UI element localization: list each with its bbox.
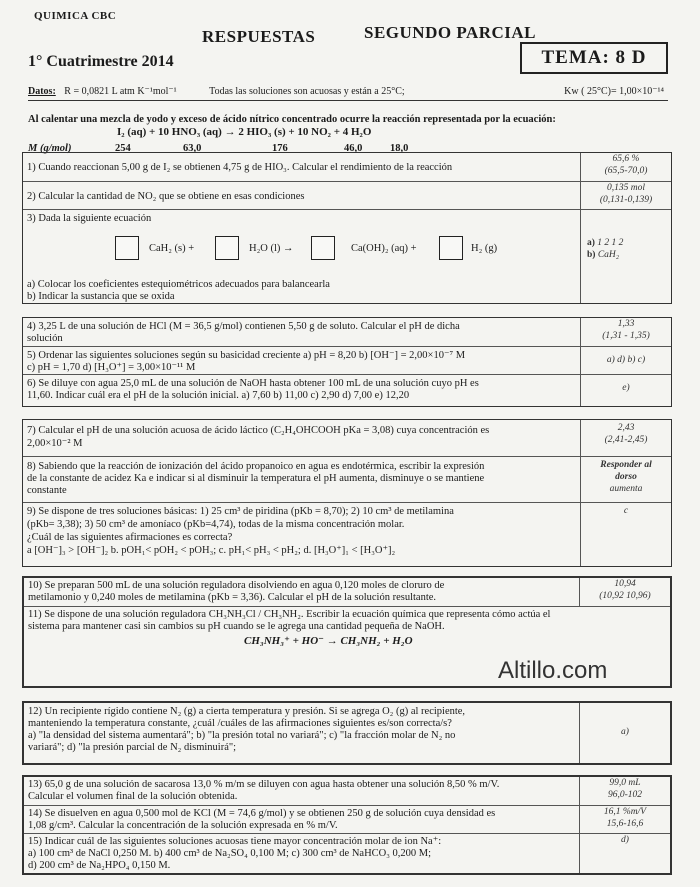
answer-8-note-cont: dorso [615, 471, 637, 482]
answer-1 [581, 154, 671, 178]
question-8-text-cont: de la constante de acidez Ka e indicar si al disminuir la temperatura el pH aumenta, disminuye o se mantiene [27, 473, 485, 484]
question-10-text: 10) Se preparan 500 mL de una solución reguladora disolviendo en agua 0,120 moles de cloruro de [28, 580, 445, 591]
question-8-text-end: constante [27, 485, 67, 496]
question-row-6 [23, 374, 671, 407]
question-3b-text: b) Indicar la sustancia que se oxida [27, 291, 175, 302]
molar-mass-value: 176 [272, 143, 288, 154]
term-label: 1° Cuatrimestre 2014 [28, 53, 174, 70]
answer-3b-value: CaH₂ [597, 249, 620, 260]
question-13-text: 13) 65,0 g de una solución de sacarosa 13,0 % m/m se diluyen con agua hasta obtener una solución 8,50 % m/V. [28, 779, 500, 790]
question-row-5 [23, 346, 671, 375]
answer-4-value: 1,33 [617, 319, 635, 329]
answer-8-value: aumenta [609, 483, 643, 494]
answer-14-range: 15,6-16,6 [606, 818, 644, 829]
question-row-15 [24, 833, 670, 876]
answer-2-value: 0,135 mol [607, 183, 645, 193]
question-12-text-cont: manteniendo la temperatura constante, ¿cuál /cuáles de las afirmaciones siguientes es/son correcta/s? [28, 718, 452, 729]
question-6-text-cont: 11,60. Indicar cuál era el pH de la solución inicial. a) 7,60 b) 11,00 c) 2,90 d) 7,00 e) 12,20 [27, 390, 410, 401]
datos-conditions: Todas las soluciones son acuosas y están a 25°C; [209, 86, 405, 97]
molar-mass-value: 46,0 [344, 143, 363, 154]
question-row-3 [23, 209, 671, 304]
question-8-text: 8) Sabiendo que la reacción de ionización del ácido propanoico en agua es endotérmica, escribir la expresión [27, 461, 485, 472]
question-14-text: 14) Se disuelven en agua 0,500 mol de KCl (M = 74,6 g/mol) y se obtienen 250 g de solución cuya densidad es [28, 808, 496, 819]
question-13-text-cont: Calcular el volumen final de la solución obtenida. [28, 791, 238, 802]
question-2-text: 2) Calcular la cantidad de NO₂ que se obtiene en esas condiciones [27, 191, 305, 202]
question-9-options: a [OH⁻]₃ > [OH⁻]₂ b. pOH₁< pOH₂ < pOH₃; c. pH₁< pH₃ < pH₂; d. [H₃O⁺]₁ < [H₃O⁺]₂ [27, 545, 396, 556]
answer-8-note: Responder al [600, 460, 652, 470]
question-15-text: 15) Indicar cuál de las siguientes soluciones acuosas tiene mayor concentración molar de ion Na⁺: [28, 836, 442, 847]
question-15-options: a) 100 cm³ de NaCl 0,250 M. b) 400 cm³ de Na₂SO₄ 0,100 M; c) 300 cm³ de NaHCO₃ 0,200 M; [28, 848, 432, 859]
answer-12: a) [621, 727, 629, 737]
question-12-options: a) "la densidad del sistema aumentará"; b) "la presión total no variará"; c) "la fracción molar de N₂ no [28, 730, 456, 741]
tema-box: TEMA: 8 D [520, 42, 668, 74]
question-row-7 [23, 420, 671, 456]
question-row-4 [23, 318, 671, 346]
question-5-text-cont: c) pH = 1,70 d) [H₃O⁺] = 3,00×10⁻¹¹ M [27, 362, 196, 373]
question-block-7-9 [22, 419, 672, 567]
question-10-text-cont: metilamonio y 0,240 moles de metilamina (pKb = 3,36). Calcular el pH de la solución resultante. [28, 592, 437, 603]
question-14-text-cont: 1,08 g/cm³. Calcular la concentración de la solución expresada en % m/V. [28, 820, 338, 831]
gas-constant: R = 0,0821 L atm K⁻¹mol⁻¹ [64, 86, 177, 97]
question-3-text: 3) Dada la siguiente ecuación [27, 213, 152, 224]
answer-1-range: (65,5-70,0) [604, 165, 648, 176]
question-block-13-15 [22, 775, 672, 875]
question-row-2 [23, 181, 671, 210]
coefficient-box[interactable] [311, 236, 335, 260]
answer-13-range: 96,0-102 [607, 789, 643, 800]
answer-10-range: (10,92 10,96) [599, 590, 651, 601]
answer-3a-label: a) [587, 238, 595, 248]
exam-title: SEGUNDO PARCIAL [364, 23, 537, 42]
answer-7-range: (2,41-2,45) [604, 434, 648, 445]
answer-4-range: (1,31 - 1,35) [602, 330, 650, 341]
datos-line [28, 86, 668, 101]
question-row-10 [24, 578, 670, 606]
question-4-text-cont: solución [27, 333, 63, 344]
molar-mass-label: M (g/mol) [28, 143, 72, 154]
question-11-text-cont: sistema para mantener casi sin cambios su pH cuando se le agrega una cantidad pequeña de NaOH. [28, 621, 445, 632]
question-row-1 [23, 153, 671, 181]
question-row-8 [23, 456, 671, 503]
question-11-text: 11) Se dispone de una solución reguladora CH₃NH₃Cl / CH₃NH₂. Escribir la ecuación química que representa cómo actúa el [28, 609, 551, 620]
species-caoh2: Ca(OH)₂ (aq) + [351, 243, 417, 254]
question-7-text: 7) Calcular el pH de una solución acuosa de ácido láctico (C₂H₄OHCOOH pKa = 3,08) cuya concentración es [27, 425, 490, 436]
species-h2o: H₂O (l) → [249, 243, 294, 254]
molar-mass-value: 63,0 [183, 143, 202, 154]
buffer-equation: CH₃NH₃⁺ + HO⁻ → CH₃NH₂ + H₂O [244, 635, 413, 647]
answer-13-value: 99,0 mL [609, 778, 641, 788]
answer-3 [581, 238, 671, 262]
answer-1-value: 65,6 % [612, 154, 640, 164]
watermark-logo: Altillo.com [498, 657, 608, 684]
datos-label: Datos: [28, 86, 56, 97]
species-cah2: CaH₂ (s) + [149, 243, 195, 254]
molar-mass-value: 18,0 [390, 143, 409, 154]
question-block-1-3 [22, 152, 672, 304]
answer-2-range: (0,131-0,139) [599, 194, 653, 205]
question-9-text-cont: (pKb= 3,38); 3) 50 cm³ de amoníaco (pKb=4,74), todas de la misma concentración molar. [27, 519, 405, 530]
answer-3a-value: 1 2 1 2 [597, 238, 624, 248]
question-6-text: 6) Se diluye con agua 25,0 mL de una solución de NaOH hasta obtener 100 mL de una solución cuyo pH es [27, 378, 479, 389]
answer-9: c [623, 506, 629, 516]
answer-8 [581, 460, 671, 496]
answer-10 [580, 579, 670, 603]
answer-7 [581, 423, 671, 447]
question-3a-text: a) Colocar los coeficientes estequiométricos adecuados para balancearla [27, 279, 330, 290]
answer-3b-label: b) [587, 249, 596, 260]
question-block-4-6 [22, 317, 672, 407]
question-4-text: 4) 3,25 L de una solución de HCl (M = 36,5 g/mol) contienen 5,50 g de soluto. Calcular el pH de dicha [27, 321, 460, 332]
molar-mass-value: 254 [115, 143, 131, 154]
answer-15: d) [621, 835, 629, 845]
question-9-prompt: ¿Cuál de las siguientes afirmaciones es correcta? [27, 532, 233, 543]
answer-5: a) d) b) c) [606, 355, 646, 365]
respuestas-title: RESPUESTAS [202, 27, 316, 46]
question-1-text: 1) Cuando reaccionan 5,00 g de I₂ se obtienen 4,75 g de HIO₃. Calcular el rendimiento de la reacción [27, 162, 453, 173]
answer-14-value: 16,1 %m/V [603, 807, 647, 817]
question-15-options-cont: d) 200 cm³ de Na₂HPO₄ 0,150 M. [28, 860, 171, 871]
reaction-equation: I₂ (aq) + 10 HNO₃ (aq) → 2 HIO₃ (s) + 10 NO₂ + 4 H₂O [117, 126, 372, 138]
answer-7-value: 2,43 [617, 423, 635, 433]
answer-14 [580, 807, 670, 831]
answer-10-value: 10,94 [614, 579, 636, 589]
question-row-14 [24, 805, 670, 834]
intro-text: Al calentar una mezcla de yodo y exceso de ácido nítrico concentrado ocurre la reacción representada por la ecuación: [28, 114, 556, 125]
kw-value: Kw ( 25°C)= 1,00×10⁻¹⁴ [564, 86, 664, 97]
answer-6: e) [622, 383, 630, 393]
answer-13 [580, 778, 670, 802]
question-7-text-cont: 2,00×10⁻² M [27, 438, 83, 449]
question-12-options-cont: variará"; d) "la presión parcial de N₂ disminuirá"; [28, 742, 237, 753]
question-row-13 [24, 777, 670, 805]
coefficient-box[interactable] [115, 236, 139, 260]
question-block-12 [22, 701, 672, 765]
species-h2: H₂ (g) [471, 243, 498, 254]
school-label: QUIMICA CBC [34, 10, 117, 22]
answer-2 [581, 183, 671, 207]
question-row-9 [23, 502, 671, 567]
question-12-text: 12) Un recipiente rígido contiene N₂ (g) a cierta temperatura y presión. Si se agrega O₂ (g) al recipiente, [28, 706, 466, 717]
coefficient-box[interactable] [439, 236, 463, 260]
question-5-text: 5) Ordenar las siguientes soluciones según su basicidad creciente a) pH = 8,20 b) [OH⁻] = 2,00×10⁻⁷ M [27, 350, 466, 361]
answer-4 [581, 319, 671, 343]
coefficient-box[interactable] [215, 236, 239, 260]
question-9-text: 9) Se dispone de tres soluciones básicas: 1) 25 cm³ de piridina (pKb = 8,70); 2) 10 cm³ de metilamina [27, 506, 454, 517]
